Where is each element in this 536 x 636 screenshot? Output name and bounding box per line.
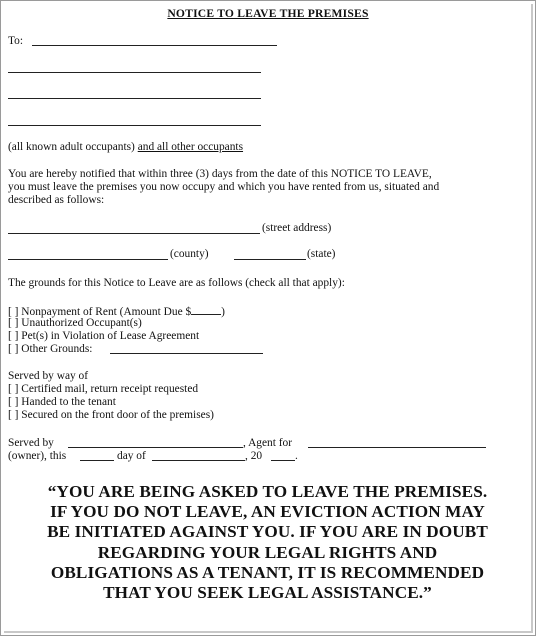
occupants-and: and all other occupants [137, 141, 244, 153]
warning-line-1: “YOU ARE BEING ASKED TO LEAVE THE PREMISES. [47, 482, 488, 501]
served-certified-mail[interactable]: [ ] Certified mail, return receipt requested [8, 383, 199, 395]
county-label: (county) [170, 248, 209, 260]
to-label: To: [8, 35, 24, 47]
year-end: . [295, 450, 298, 462]
state-label: (state) [307, 248, 336, 260]
amount-close-paren: ) [221, 306, 225, 318]
agent-for-line[interactable] [308, 447, 486, 448]
served-by-label: Served by [8, 437, 54, 449]
to-line-1[interactable] [32, 45, 277, 46]
agent-for-label: , Agent for [243, 437, 293, 449]
owner-label: (owner), this [8, 450, 67, 462]
state-line[interactable] [234, 259, 306, 260]
month-line[interactable] [152, 460, 245, 461]
to-line-2[interactable] [8, 72, 261, 73]
ground-nonpayment-label: [ ] Nonpayment of Rent (Amount Due $ [8, 306, 192, 318]
year-label: , 20 [245, 450, 263, 462]
ground-pet-violation[interactable]: [ ] Pet(s) in Violation of Lease Agreement [8, 330, 200, 342]
notice-line-3: described as follows: [8, 194, 105, 206]
ground-other[interactable]: [ ] Other Grounds: [8, 343, 93, 355]
street-address-label: (street address) [262, 222, 332, 234]
to-line-3[interactable] [8, 98, 261, 99]
warning-line-5: OBLIGATIONS AS A TENANT, IT IS RECOMMENDED [50, 562, 485, 582]
notice-line-2: you must leave the premises you now occupy and which you have rented from us, situated and [8, 181, 440, 193]
served-handed[interactable]: [ ] Handed to the tenant [8, 396, 116, 408]
warning-line-3: BE INITIATED AGAINST YOU. IF YOU ARE IN DOUBT [47, 522, 488, 542]
other-grounds-line[interactable] [110, 353, 263, 354]
street-address-line[interactable] [8, 233, 260, 234]
warning-line-6: THAT YOU SEEK LEGAL ASSISTANCE.” [103, 583, 432, 603]
document-title: NOTICE TO LEAVE THE PREMISES [167, 7, 369, 20]
day-of-label: day of [117, 450, 146, 462]
ground-unauthorized-occupant[interactable]: [ ] Unauthorized Occupant(s) [8, 317, 142, 329]
served-intro: Served by way of [8, 370, 89, 382]
day-line[interactable] [80, 460, 114, 461]
year-line[interactable] [271, 460, 295, 461]
to-line-4[interactable] [8, 125, 261, 126]
notice-line-1: You are hereby notified that within three (3) days from the date of this NOTICE TO LEAVE, [8, 168, 432, 180]
amount-due-field[interactable] [191, 304, 221, 315]
warning-line-2: IF YOU DO NOT LEAVE, AN EVICTION ACTION MAY [50, 502, 485, 522]
legal-warning [10, 482, 525, 603]
served-by-line[interactable] [68, 447, 243, 448]
grounds-intro: The grounds for this Notice to Leave are as follows (check all that apply): [8, 277, 345, 289]
warning-line-4: REGARDING YOUR LEGAL RIGHTS AND [97, 542, 438, 562]
occupants-line [8, 141, 243, 154]
county-line[interactable] [8, 259, 168, 260]
occupants-text: (all known adult occupants) [8, 141, 135, 153]
served-front-door[interactable]: [ ] Secured on the front door of the premises) [8, 409, 214, 421]
